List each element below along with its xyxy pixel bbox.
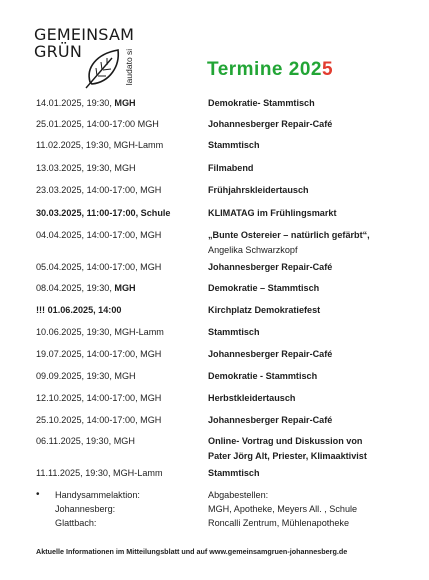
event-date-time bbox=[36, 347, 161, 362]
event-title bbox=[208, 434, 408, 464]
event-date: 13.03.2025, 19:30, MGH bbox=[36, 163, 136, 173]
event-title bbox=[208, 391, 408, 406]
event-date: 10.06.2025, 19:30, MGH-Lamm bbox=[36, 327, 164, 337]
event-date: 12.10.2025, 14:00-17:00, MGH bbox=[36, 393, 162, 403]
dropoff-points bbox=[208, 488, 357, 530]
event-title-text: Kirchplatz Demokratiefest bbox=[208, 305, 321, 315]
event-title-text: Stammtisch bbox=[208, 327, 260, 337]
event-date-time bbox=[36, 325, 164, 340]
event-date: 23.03.2025, 14:00-17:00, MGH bbox=[36, 185, 162, 195]
event-date-time bbox=[36, 369, 136, 384]
event-title-text: Herbstkleidertausch bbox=[208, 393, 296, 403]
event-date: 05.04.2025, 14:00-17:00, MGH bbox=[36, 262, 162, 272]
event-speaker: Angelika Schwarzkopf bbox=[208, 245, 298, 255]
event-title bbox=[208, 413, 408, 428]
event-date: 11.02.2025, 19:30, MGH-Lamm bbox=[36, 140, 164, 150]
event-title-text: Demokratie- Stammtisch bbox=[208, 98, 315, 108]
event-date: 25.01.2025, 14:00-17:00 MGH bbox=[36, 119, 159, 129]
event-date-time bbox=[36, 260, 161, 275]
event-title bbox=[208, 117, 408, 132]
event-date: 19.07.2025, 14:00-17:00, MGH bbox=[36, 349, 162, 359]
event-title bbox=[208, 183, 408, 198]
collection-heading: Handysammelaktion: bbox=[55, 490, 140, 500]
logo-tagline: laudato si bbox=[124, 48, 134, 86]
event-date: 08.04.2025, 19:30, bbox=[36, 283, 115, 293]
event-title-text: Demokratie - Stammtisch bbox=[208, 371, 318, 381]
event-date-time bbox=[36, 413, 161, 428]
event-title-text: Frühjahrskleidertausch bbox=[208, 185, 309, 195]
event-title bbox=[208, 466, 408, 481]
collection-place-glattbach: Glattbach: bbox=[55, 518, 97, 528]
logo-text-line1: GEMEINSAM bbox=[34, 25, 135, 44]
event-title-text: „Bunte Ostereier – natürlich gefärbt“, bbox=[208, 230, 370, 240]
event-title bbox=[208, 138, 408, 153]
event-title bbox=[208, 347, 408, 362]
event-date-time bbox=[36, 303, 121, 318]
logo-text-line2: GRÜN bbox=[34, 42, 82, 61]
dropoff-glattbach: Roncalli Zentrum, Mühlenapotheke bbox=[208, 518, 350, 528]
event-title-text: Johannesberger Repair-Café bbox=[208, 415, 333, 425]
event-title-text: Stammtisch bbox=[208, 140, 260, 150]
event-date-time bbox=[36, 96, 136, 111]
footer-note: Aktuelle Informationen im Mitteilungsblatt und auf www.gemeinsamgruen-johannesberg.de bbox=[36, 547, 348, 556]
event-title bbox=[208, 303, 408, 318]
dropoff-heading: Abgabestellen: bbox=[208, 490, 269, 500]
event-title-text: Johannesberger Repair-Café bbox=[208, 349, 333, 359]
event-location: MGH bbox=[114, 98, 136, 108]
event-title bbox=[208, 206, 408, 221]
event-title-text: KLIMATAG im Frühlingsmarkt bbox=[208, 208, 337, 218]
event-title bbox=[208, 161, 408, 176]
event-title-text: Johannesberger Repair-Café bbox=[208, 262, 333, 272]
title-text: Termine 202 bbox=[207, 59, 322, 80]
event-title-text: Filmabend bbox=[208, 163, 254, 173]
event-date-time bbox=[36, 183, 161, 198]
event-title-text: Online- Vortrag und Diskussion von bbox=[208, 436, 363, 446]
collection-locations bbox=[55, 488, 140, 530]
event-date-time bbox=[36, 281, 136, 296]
dropoff-johannesberg: MGH, Apotheke, Meyers All. , Schule bbox=[208, 504, 358, 514]
collection-place-johannesberg: Johannesberg: bbox=[55, 504, 116, 514]
event-date-time bbox=[36, 117, 159, 132]
event-date: 09.09.2025, 19:30, MGH bbox=[36, 371, 136, 381]
event-title-text-line2: Pater Jörg Alt, Priester, Klimaaktivist bbox=[208, 451, 367, 461]
event-title bbox=[208, 228, 408, 258]
event-date-time bbox=[36, 466, 163, 481]
event-date-time bbox=[36, 434, 135, 449]
event-date-time bbox=[36, 161, 136, 176]
event-date-time bbox=[36, 391, 161, 406]
event-date-time bbox=[36, 206, 170, 221]
event-title-text: Demokratie – Stammtisch bbox=[208, 283, 320, 293]
event-title bbox=[208, 281, 408, 296]
event-location: MGH bbox=[114, 283, 136, 293]
event-date: !!! 01.06.2025, 14:00 bbox=[36, 305, 122, 315]
event-date: 14.01.2025, 19:30, bbox=[36, 98, 115, 108]
event-date: 25.10.2025, 14:00-17:00, MGH bbox=[36, 415, 162, 425]
event-title-text: Johannesberger Repair-Café bbox=[208, 119, 333, 129]
title-year-digit: 5 bbox=[321, 59, 334, 80]
event-date: 06.11.2025, 19:30, MGH bbox=[36, 436, 135, 446]
event-title bbox=[208, 260, 408, 275]
event-title bbox=[208, 325, 408, 340]
event-title-text: Stammtisch bbox=[208, 468, 260, 478]
event-date: 04.04.2025, 14:00-17:00, MGH bbox=[36, 230, 162, 240]
event-date: 11.11.2025, 19:30, MGH-Lamm bbox=[36, 468, 163, 478]
event-title bbox=[208, 96, 408, 111]
event-title bbox=[208, 369, 408, 384]
event-date-time bbox=[36, 228, 161, 243]
bullet-icon: • bbox=[36, 489, 40, 500]
event-date-time bbox=[36, 138, 163, 153]
event-date: 30.03.2025, 11:00-17:00, Schule bbox=[36, 208, 171, 218]
